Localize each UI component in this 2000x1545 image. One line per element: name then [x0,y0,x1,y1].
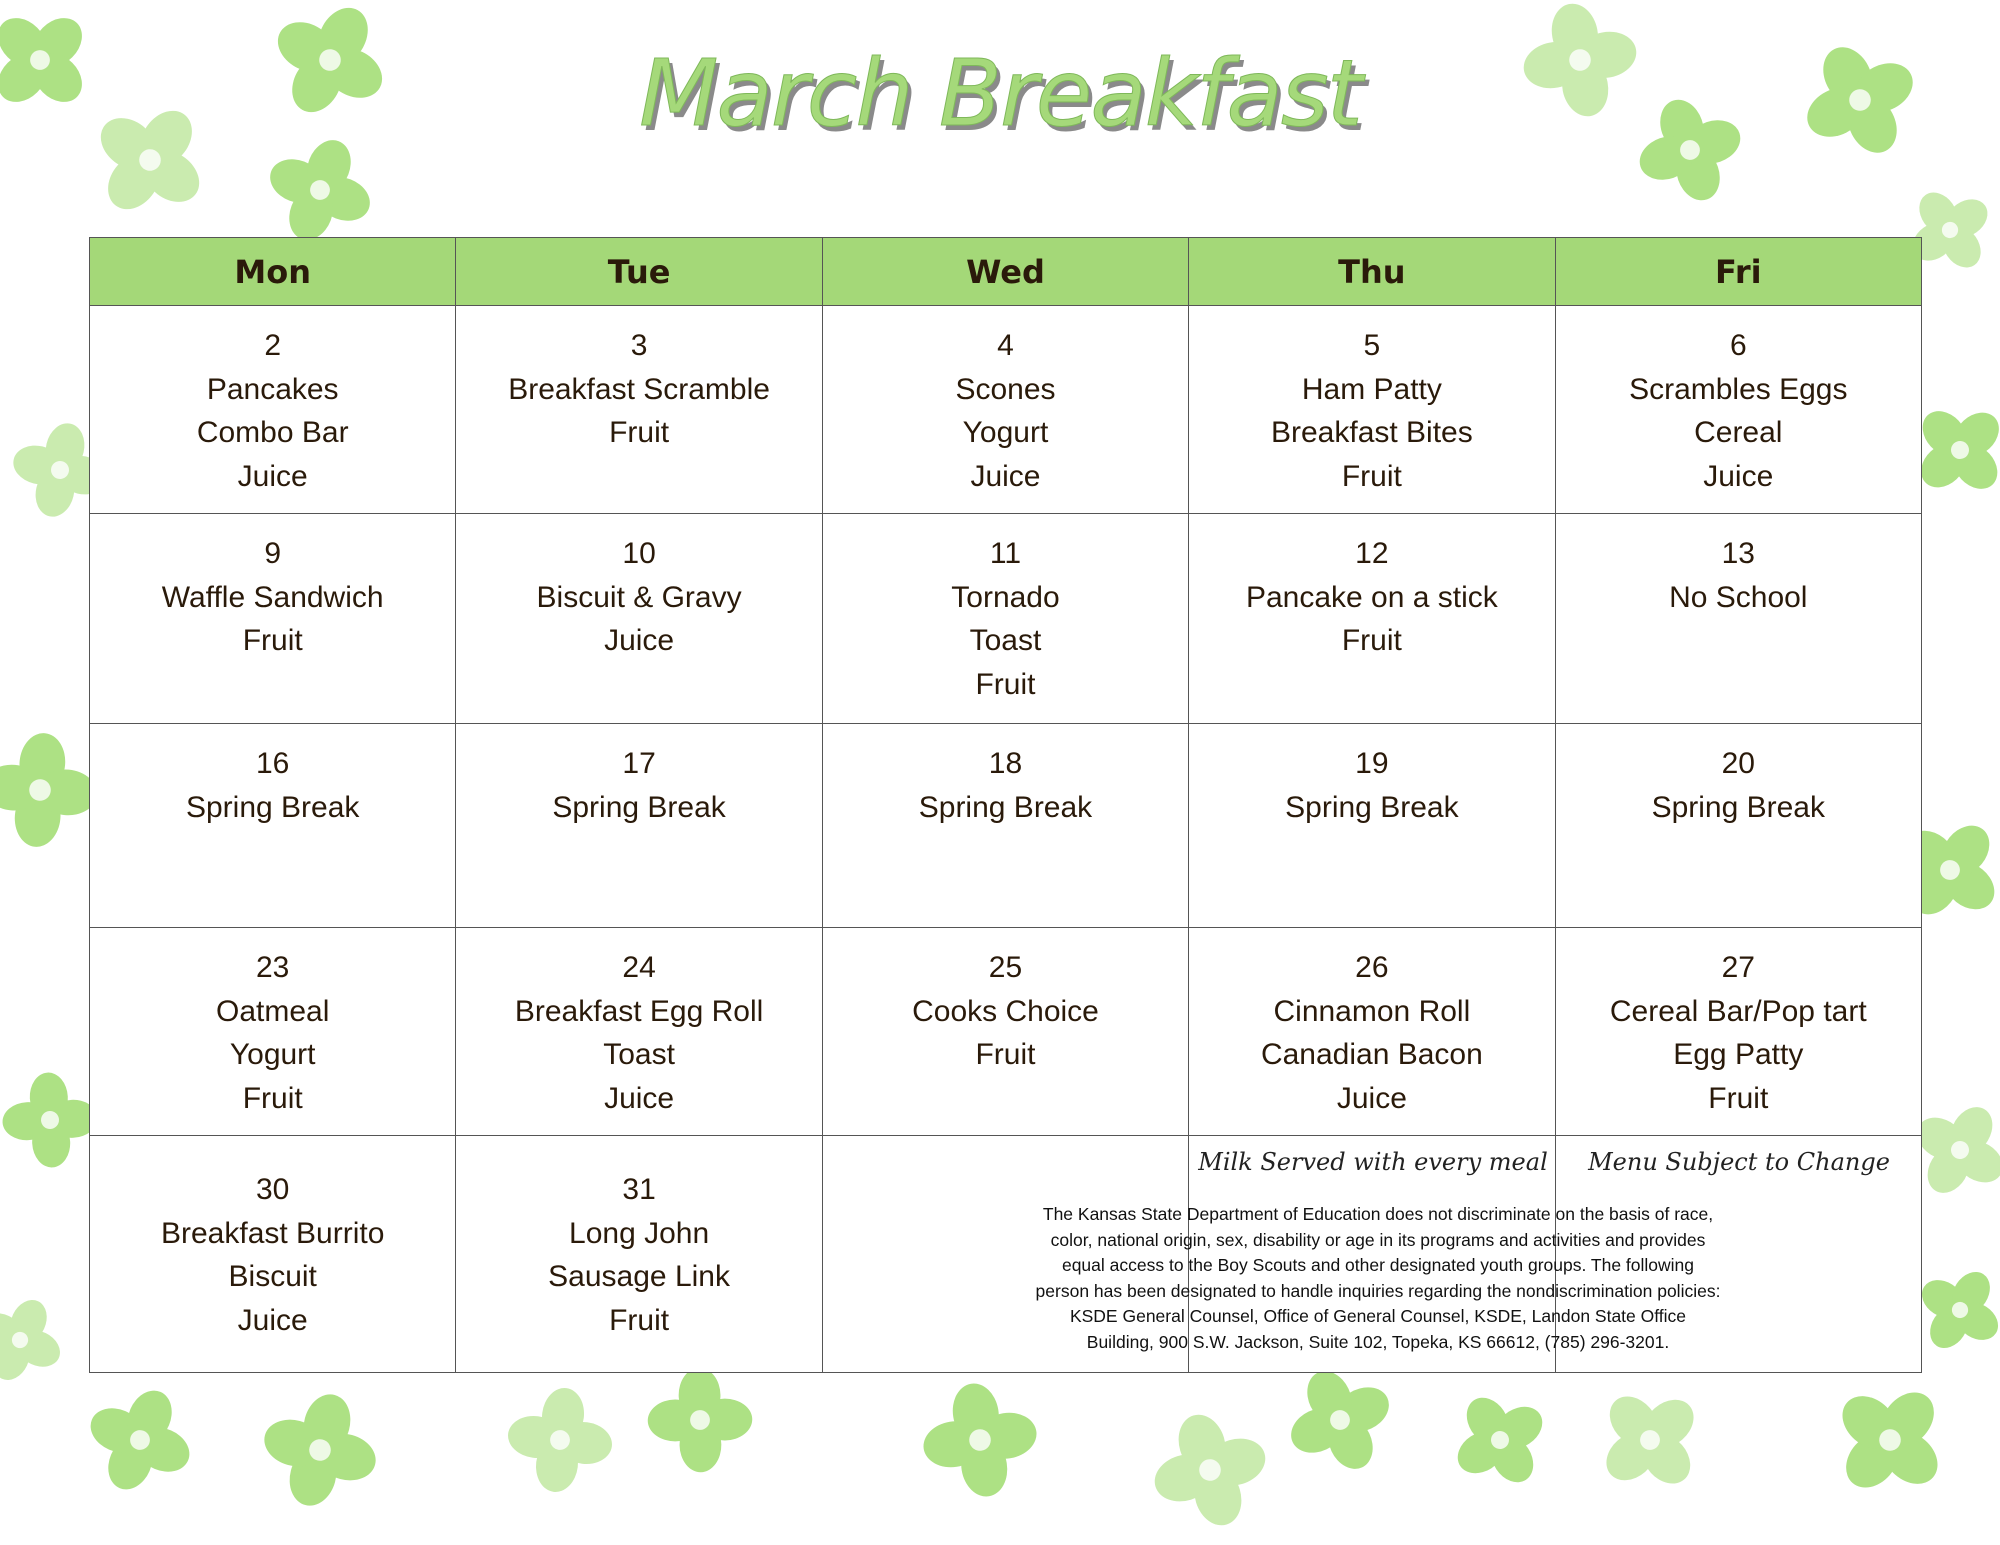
day-date: 2 [264,329,282,362]
menu-item: Fruit [242,624,303,657]
day-cell [822,514,1188,724]
day-date: 16 [256,747,290,780]
menu-item: Biscuit [228,1260,317,1293]
menu-item: Fruit [975,667,1036,701]
menu-item: Long John [569,1216,710,1250]
shamrock-icon [0,1283,77,1397]
menu-item: Juice [1336,1081,1407,1115]
menu-item: Toast [969,624,1042,657]
menu-item: Breakfast Scramble [508,372,770,406]
day-date: 26 [1355,951,1389,984]
day-date: 27 [1721,951,1755,984]
menu-item: Pancake on a stick [1245,580,1498,614]
menu-item: Fruit [1341,624,1402,657]
day-date: 9 [264,537,282,570]
menu-item: Cereal [1694,416,1783,449]
disclaimer-line: KSDE General Counsel, Office of General Counsel, KSDE, Landon State Office [1069,1306,1687,1326]
day-date: 24 [622,951,656,984]
day-date: 10 [622,537,656,570]
disclaimer-line: equal access to the Boy Scouts and other designated youth groups. The following [1061,1255,1695,1275]
day-date: 12 [1355,537,1389,570]
menu-item: Juice [1703,459,1774,493]
day-date: 11 [989,537,1022,570]
menu-item: Egg Patty [1673,1038,1804,1071]
shamrock-icon [250,1380,390,1520]
day-date: 4 [997,329,1014,362]
day-cell [90,724,456,928]
milk-note: Milk Served with every meal [1198,1148,1548,1176]
day-cell [456,306,822,514]
shamrock-icon [1810,1360,1971,1521]
menu-item: Sausage Link [548,1260,730,1293]
menu-item: Spring Break [185,790,360,824]
menu-item: Tornado [951,580,1060,614]
day-date: 25 [988,951,1023,984]
menu-item: No School [1669,580,1808,614]
day-date: 23 [256,951,290,984]
menu-item: Fruit [975,1038,1036,1071]
disclaimer-line: The Kansas State Department of Education does not discriminate on the basis of race, [1042,1204,1714,1224]
shamrock-icon [1910,1260,2000,1360]
day-date: 5 [1363,329,1381,362]
shamrock-icon [1595,1385,1705,1495]
menu-item: Fruit [1708,1081,1769,1115]
day-cell [1555,928,1921,1136]
day-date: 6 [1729,329,1747,362]
week-row [90,306,1922,514]
menu-item: Cooks Choice [912,994,1099,1028]
weekday-header-wed: Wed [822,238,1188,306]
menu-item: Fruit [1341,459,1402,493]
day-cell [456,514,822,724]
shamrock-icon [487,1367,632,1512]
menu-item: Spring Break [1651,790,1825,824]
disclaimer-line: Building, 900 S.W. Jackson, Suite 102, Topeka, KS 66612, (785) 296-3201. [1086,1331,1670,1352]
day-cell [1555,514,1921,724]
menu-item: Oatmeal [216,994,330,1028]
weekday-header-row [90,238,1922,306]
menu-item: Toast [603,1038,675,1071]
day-cell [1189,928,1555,1136]
menu-item: Juice [604,1081,675,1115]
menu-item: Juice [237,459,308,493]
day-cell [1555,724,1921,928]
shamrock-icon [1434,1374,1565,1505]
day-cell [1189,724,1555,928]
week-row [90,514,1922,724]
menu-item: Yogurt [962,416,1049,449]
menu-item: Juice [970,459,1041,493]
day-date: 20 [1721,747,1755,780]
menu-item: Fruit [609,1303,670,1337]
day-cell [822,928,1188,1136]
menu-item: Canadian Bacon [1260,1038,1483,1071]
page-title: March Breakfast [639,40,1361,147]
day-date: 19 [1355,747,1389,780]
day-date: 31 [622,1173,656,1206]
day-cell [90,306,456,514]
menu-change-note: Menu Subject to Change [1588,1148,1890,1176]
shamrock-icon [1274,1354,1407,1487]
day-date: 17 [622,747,656,780]
day-cell [456,1136,822,1373]
day-cell [90,514,456,724]
menu-item: Juice [237,1303,308,1337]
day-cell [456,928,822,1136]
menu-item: Spring Break [552,790,726,824]
weekday-header-mon: Mon [90,238,456,306]
disclaimer-line: person has been designated to handle inquiries regarding the nondiscrimination policies: [1035,1280,1721,1301]
day-cell [1189,514,1555,724]
shamrock-icon [901,1361,1059,1519]
day-cell [90,928,456,1136]
disclaimer-line: color, national origin, sex, disability or age in its programs and activities and provides [1050,1229,1706,1250]
menu-item: Ham Patty [1301,372,1442,406]
day-cell [90,1136,456,1373]
menu-item: Yogurt [229,1038,316,1071]
menu-item: Scrambles Eggs [1629,372,1848,406]
menu-item: Breakfast Bites [1270,416,1473,449]
day-cell [822,306,1188,514]
weekday-header-tue: Tue [456,238,822,306]
menu-item: Pancakes [206,372,339,406]
day-cell [822,724,1188,928]
menu-item: Fruit [242,1081,303,1115]
menu-item: Cinnamon Roll [1273,994,1471,1028]
shamrock-icon [0,728,102,852]
shamrock-icon [647,1367,753,1473]
menu-item: Waffle Sandwich [161,580,384,614]
menu-item: Scones [955,372,1056,406]
day-date: 3 [630,329,648,362]
menu-item: Breakfast Egg Roll [514,994,764,1028]
day-cell [456,724,822,928]
shamrock-icon [73,1373,208,1508]
weekday-header-thu: Thu [1189,238,1555,306]
menu-item: Spring Break [918,790,1093,824]
menu-item: Breakfast Burrito [160,1216,385,1250]
menu-item: Biscuit & Gravy [536,580,742,614]
week-row [90,724,1922,928]
menu-item: Combo Bar [196,416,349,449]
menu-item: Cereal Bar/Pop tart [1609,994,1867,1028]
menu-item: Juice [604,624,675,657]
day-date: 18 [988,747,1023,780]
day-date: 13 [1721,537,1755,570]
nondiscrimination-disclaimer [988,1202,1768,1355]
week-row [90,928,1922,1136]
menu-item: Spring Break [1285,790,1459,824]
shamrock-icon [1139,1399,1281,1541]
day-cell [1555,306,1921,514]
weekday-header-fri: Fri [1555,238,1921,306]
menu-item: Fruit [609,416,670,449]
day-date: 30 [256,1173,290,1206]
day-cell [1189,306,1555,514]
